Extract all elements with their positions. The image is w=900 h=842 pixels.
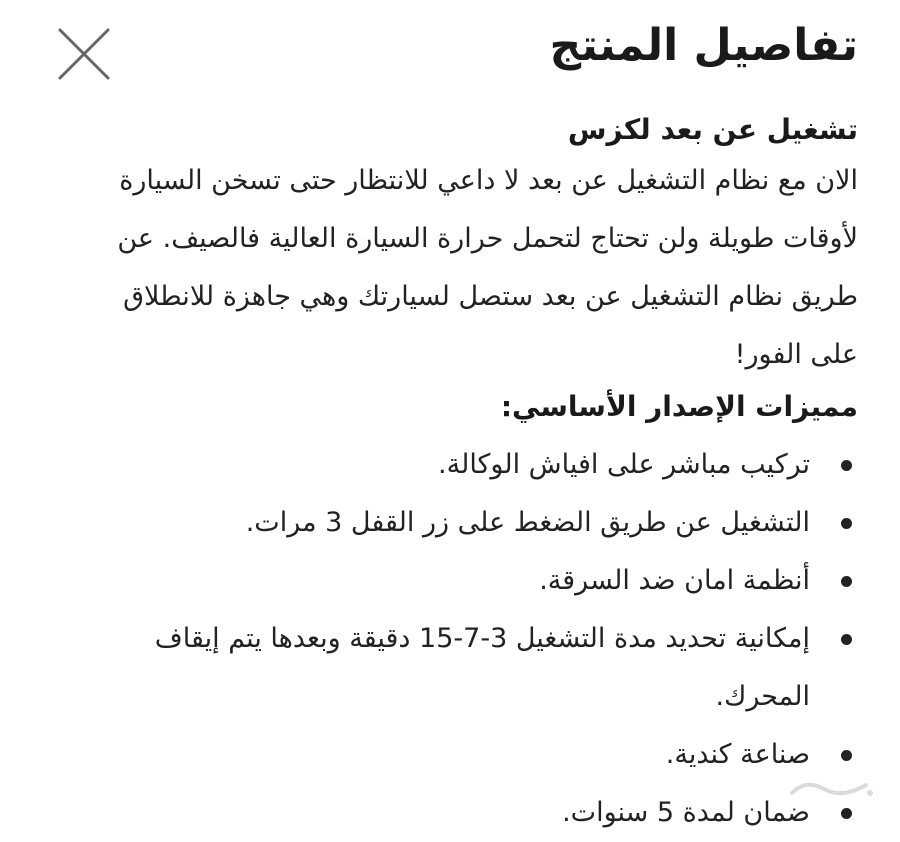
feature-text: التشغيل عن طريق الضغط على زر القفل 3 مرات. [245,507,810,538]
bullet-icon [841,808,852,819]
bullet-icon [841,576,852,587]
bullet-icon [841,518,852,529]
feature-text: صناعة كندية. [665,739,810,770]
close-icon [56,26,112,82]
feature-item [88,784,858,842]
page-title: تفاصيل المنتج [549,20,858,71]
product-description-body [88,108,858,842]
feature-item [88,436,858,494]
feature-item [88,494,858,552]
feature-item [88,610,858,726]
watermark-logo [786,775,876,803]
feature-item [88,552,858,610]
feature-list [88,436,858,842]
bullet-icon [841,460,852,471]
features-heading: مميزات الإصدار الأساسي: [500,390,858,423]
feature-text: إمكانية تحديد مدة التشغيل 3-7-15 دقيقة وبعدها يتم إيقاف المحرك. [154,623,810,712]
product-description: الان مع نظام التشغيل عن بعد لا داعي للانتظار حتى تسخن السيارة لأوقات طويلة ولن تحتاج لتحمل حرارة السيارة العالية فالصيف. عن طريق نظام التشغيل عن بعد ستصل لسيارتك وهي جاهزة للانطلاق على الفور! [117,165,858,370]
bullet-icon [841,634,852,645]
close-button[interactable] [56,26,112,82]
feature-text: ضمان لمدة 5 سنوات. [562,797,810,828]
bullet-icon [841,750,852,761]
product-heading: تشغيل عن بعد لكزس [567,113,858,146]
feature-item [88,726,858,784]
feature-text: أنظمة امان ضد السرقة. [539,565,810,596]
feature-text: تركيب مباشر على افياش الوكالة. [438,449,810,480]
